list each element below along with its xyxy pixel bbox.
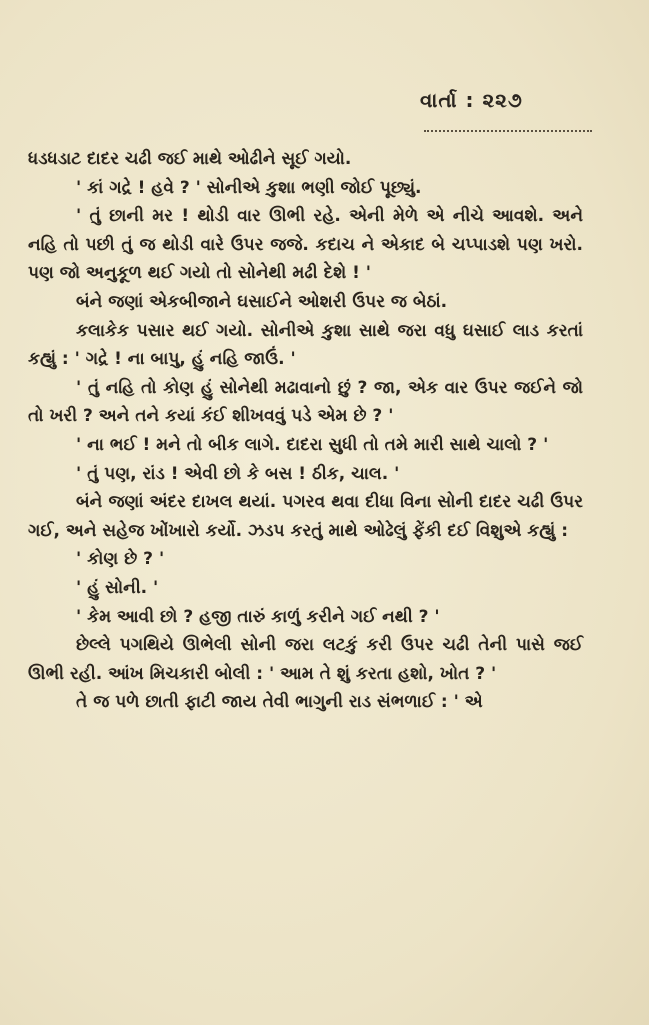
paragraph-12: ' કેમ આવી છો ? હજી તારું કાળું કરીને ગઈ નથી ? ' bbox=[76, 606, 440, 627]
paragraph-9: બંને જણાં અંદર દાખલ થયાં. પગરવ થવા દીધા વિના સોની દાદર ચઢી ઉપર ગઈ, અને સહેજ ખોંખારો કર્યો. ઝડપ કરતું માથે ઓઢેલું ફેંકી દઈ વિશુએ કહ્યું : bbox=[28, 492, 583, 541]
paragraph-13: છેલ્લે પગથિયે ઊભેલી સોની જરા લટકું કરી ઉપર ચઢી તેની પાસે જઈ ઊભી રહી. આંખ મિચકારી બોલી : ' આમ તે શું કરતા હશો, ખોત ? ' bbox=[28, 635, 583, 684]
paragraph-3: ' તું છાની મર ! થોડી વાર ઊભી રહે. એની મેળે એ નીચે આવશે. અને નહિ તો પછી તું જ થોડી વારે ઉપર જજે. કદાચ ને એકાદ બે ચપ્પાડશે પણ ખરો. પણ જો અનુકૂળ થઈ ગયો તો સોનેથી મઢી દેશે ! ' bbox=[28, 206, 583, 284]
paragraph-1: ધડધડાટ દાદર ચઢી જઈ માથે ઓઢીને સૂઈ ગયો. bbox=[28, 149, 352, 169]
body-text bbox=[28, 145, 583, 717]
paragraph-2: ' કાં ગદ્રે ! હવે ? ' સોનીએ કુશા ભણી જોઈ પૂછ્યું. bbox=[76, 177, 422, 198]
paragraph-8: ' તું પણ, રાંડ ! એવી છો કે બસ ! ઠીક, ચાલ. ' bbox=[76, 463, 400, 484]
header-underline bbox=[424, 124, 592, 132]
paragraph-4: બંને જણાં એકબીજાને ઘસાઈને ઓશરી ઉપર જ બેઠાં. bbox=[76, 291, 448, 312]
paragraph-10: ' કોણ છે ? ' bbox=[76, 549, 165, 570]
paragraph-14: તે જ પળે છાતી ફાટી જાય તેવી ભાગુની રાડ સંભળાઈ : ' એ bbox=[76, 692, 483, 713]
running-header: વાર્તા : ૨૨૭ bbox=[420, 88, 523, 112]
paragraph-7: ' ના ભઈ ! મને તો બીક લાગે. દાદરા સુધી તો તમે મારી સાથે ચાલો ? ' bbox=[76, 434, 549, 455]
paragraph-11: ' હું સોની. ' bbox=[76, 577, 159, 598]
paragraph-6: ' તું નહિ તો કોણ હું સોનેથી મઢાવાનો છું ? જા, એક વાર ઉપર જઈને જો તો ખરી ? અને તને કયાં કંઈ શીખવવું પડે એમ છે ? ' bbox=[28, 377, 583, 427]
paragraph-5: કલાકેક પસાર થઈ ગયો. સોનીએ કુશા સાથે જરા વધુ ઘસાઈ લાડ કરતાં કહ્યું : ' ગદ્રે ! ના બાપુ, હું નહિ જાઉં. ' bbox=[28, 320, 583, 370]
